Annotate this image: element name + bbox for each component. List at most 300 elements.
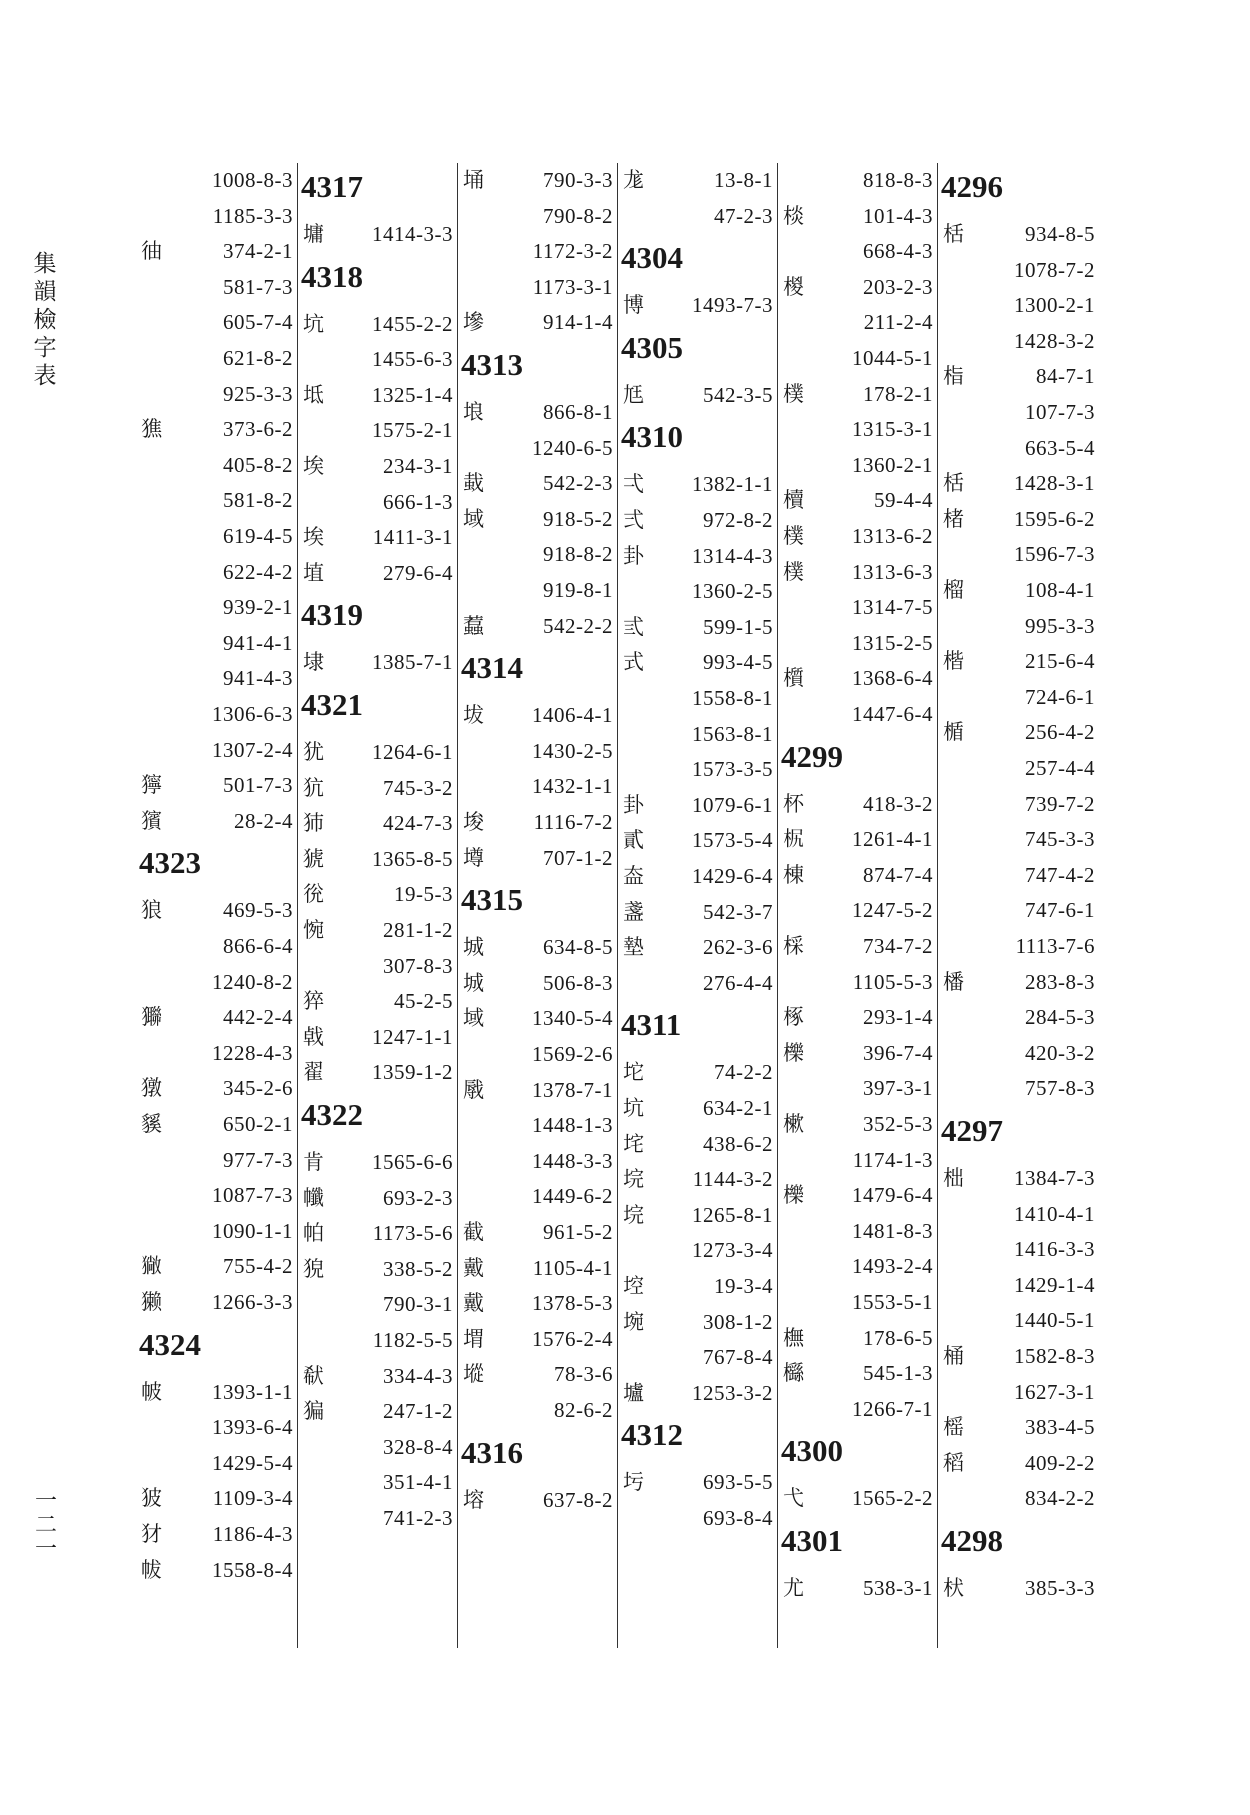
index-entry [299,307,457,341]
entry-reference: 469-5-3 [223,898,293,923]
entry-character: 埦 [623,1309,644,1334]
index-entry [299,1501,457,1535]
entry-reference: 693-5-5 [703,1470,773,1495]
entry-character: 弌 [623,472,644,497]
entry-reference: 1185-3-3 [212,203,293,228]
index-entry [299,1216,457,1250]
section-heading: 4298 [941,1523,1003,1558]
entry-reference: 82-6-2 [554,1398,613,1422]
index-entry [779,590,937,624]
entry-character: 盞 [623,899,644,924]
entry-reference: 993-4-5 [703,650,773,675]
index-entry [299,520,457,554]
entry-reference: 866-8-1 [543,400,613,424]
index-entry [939,1339,1099,1373]
index-entry [619,930,777,964]
index-entry [619,1465,777,1499]
index-entry [299,806,457,840]
entry-character: 楷 [943,649,964,674]
entry-reference: 961-5-2 [543,1220,613,1244]
index-entry [137,697,297,731]
index-entry [939,1161,1099,1195]
entry-character: 稻 [943,1450,964,1475]
entry-character: 帔 [141,1379,162,1404]
index-entry [137,1446,297,1480]
entry-reference: 28-2-4 [234,808,293,833]
section-heading: 4313 [461,347,523,382]
entry-character: 樕 [783,1112,804,1136]
index-entry [939,644,1099,678]
entry-reference: 1582-8-3 [1014,1344,1095,1368]
entry-character: 樸 [783,381,804,406]
entry-character: 猇 [303,846,324,871]
index-entry [779,1321,937,1355]
entry-reference: 1384-7-3 [1014,1166,1095,1190]
entry-reference: 1429-5-4 [212,1450,293,1475]
entry-character: 埃 [303,525,324,550]
index-entry [619,1127,777,1161]
index-column [779,163,937,1648]
entry-reference: 1265-8-1 [692,1202,773,1227]
entry-character: 截 [463,1220,484,1244]
entry-character: 櫝 [783,488,804,513]
entry-character: 坺 [463,703,484,728]
index-entry [619,163,777,197]
index-entry [779,1143,937,1177]
entry-character: 獭 [141,1290,162,1314]
index-entry [779,377,937,411]
index-entry [939,431,1099,465]
entry-character: 坑 [623,1096,644,1120]
index-entry [299,771,457,805]
index-entry [619,681,777,715]
entry-character: 獤 [141,1076,162,1101]
entry-reference: 1558-8-4 [212,1557,293,1582]
entry-reference: 1116-7-2 [533,810,613,834]
entry-reference: 215-6-4 [1025,649,1095,674]
index-entry [459,1393,617,1427]
index-entry [619,966,777,1000]
index-entry [939,502,1099,536]
entry-character: 犺 [303,775,324,800]
entry-character: 㙡 [463,1362,484,1387]
entry-reference: 545-1-3 [863,1361,933,1386]
entry-character: 㺘 [141,417,162,442]
index-entry [779,1481,937,1515]
entry-reference: 442-2-4 [223,1005,293,1030]
index-entry [619,823,777,857]
index-entry [459,966,617,1000]
entry-character: 獱 [141,808,162,833]
index-entry [779,858,937,892]
index-entry [779,1249,937,1283]
entry-reference: 74-2-2 [714,1060,773,1085]
index-entry [459,1483,617,1517]
entry-reference: 1087-7-3 [212,1183,293,1208]
entry-reference: 693-8-4 [703,1506,773,1530]
entry-reference: 1266-3-3 [212,1290,293,1314]
entry-character: 㣞 [303,882,324,907]
index-entry [137,163,297,197]
entry-reference: 1411-3-1 [372,525,453,550]
section-heading: 4299 [781,738,843,774]
index-entry [299,1287,457,1321]
index-entry [939,1303,1099,1337]
running-title: 集韻檢字表 [33,251,57,389]
index-entry [939,1197,1099,1231]
entry-reference: 284-5-3 [1025,1005,1095,1030]
entry-reference: 1365-8-5 [372,846,453,871]
entry-reference: 1240-8-2 [212,969,293,994]
entry-reference: 650-2-1 [223,1112,293,1136]
index-entry [137,1285,297,1319]
section-heading: 4323 [139,845,201,881]
index-entry [137,1517,297,1551]
entry-reference: 866-6-4 [223,934,293,958]
index-entry [459,1073,617,1107]
index-entry [619,1501,777,1535]
section-heading: 4297 [941,1113,1003,1148]
entry-reference: 1382-1-1 [692,472,773,497]
entry-character: 卦 [623,543,644,568]
entry-reference: 405-8-2 [223,452,293,477]
entry-character: 棟 [783,862,804,887]
entry-reference: 19-5-3 [394,882,453,907]
entry-reference: 622-4-2 [223,559,293,584]
entry-reference: 383-4-5 [1025,1415,1095,1440]
entry-reference: 734-7-2 [863,934,933,958]
entry-reference: 385-3-3 [1025,1576,1095,1600]
index-entry [137,1036,297,1070]
index-entry [619,1233,777,1267]
index-entry [779,1356,937,1390]
entry-character: 犲 [141,1522,162,1546]
entry-character: 樸 [783,524,804,548]
entry-character: 埇 [463,168,484,192]
index-entry [779,1107,937,1141]
index-entry [939,1036,1099,1070]
entry-character: 埌 [463,400,484,424]
index-entry [939,822,1099,856]
entry-reference: 1449-6-2 [532,1184,613,1209]
entry-reference: 234-3-1 [383,454,453,478]
entry-character: 栝 [943,222,964,246]
index-entry [459,270,617,304]
index-entry [779,1285,937,1319]
entry-character: 盇 [623,864,644,888]
index-entry [299,1359,457,1393]
entry-character: 櫟 [783,1040,804,1065]
entry-character: 埴 [303,560,324,585]
index-entry [299,556,457,590]
index-column [939,163,1099,1648]
index-entry [939,1410,1099,1444]
entry-reference: 1008-8-3 [212,168,293,192]
entry-reference: 1044-5-1 [852,346,933,370]
section-heading: 4300 [781,1433,843,1469]
entry-reference: 45-2-5 [394,989,453,1014]
entry-reference: 1565-2-2 [852,1486,933,1511]
entry-reference: 619-4-5 [223,524,293,548]
column-rule [297,163,298,1648]
entry-reference: 1078-7-2 [1014,257,1095,282]
entry-reference: 1448-3-3 [532,1148,613,1173]
entry-reference: 1261-4-1 [852,827,933,852]
entry-character: 椓 [783,1005,804,1030]
index-entry [137,590,297,624]
entry-reference: 834-2-2 [1025,1486,1095,1511]
entry-reference: 1576-2-4 [532,1326,613,1351]
index-entry [137,929,297,963]
index-entry [137,1410,297,1444]
entry-reference: 1378-5-3 [532,1291,613,1316]
index-entry [939,253,1099,287]
entry-reference: 1105-4-1 [532,1255,613,1280]
index-entry [939,1446,1099,1480]
entry-reference: 1186-4-3 [212,1522,293,1546]
entry-reference: 1414-3-3 [372,222,453,246]
index-entry [939,787,1099,821]
entry-reference: 1109-3-4 [212,1486,293,1511]
index-entry [779,270,937,304]
index-entry [459,1286,617,1320]
entry-character: 枤 [943,1576,964,1600]
index-entry [299,1252,457,1286]
entry-reference: 1573-3-5 [692,757,773,782]
index-entry [779,448,937,482]
entry-character: 戴 [463,1255,484,1280]
index-entry [779,893,937,927]
index-entry [137,519,297,553]
section-heading: 4315 [461,882,523,918]
index-entry [619,574,777,608]
index-entry [779,1000,937,1034]
entry-reference: 1416-3-3 [1014,1237,1095,1262]
index-entry [459,1037,617,1071]
entry-character: 椶 [783,274,804,299]
index-entry [619,788,777,822]
index-entry [137,483,297,517]
entry-reference: 178-2-1 [863,381,933,406]
entry-reference: 108-4-1 [1025,578,1095,602]
index-entry [459,537,617,571]
index-entry [137,893,297,927]
entry-reference: 745-3-2 [383,775,453,800]
entry-character: 肯 [303,1150,324,1174]
entry-character: 樸 [783,559,804,584]
entry-character: 棪 [783,203,804,228]
index-entry [779,199,937,233]
entry-character: 尪 [623,382,644,407]
entry-character: 猝 [303,989,324,1014]
entry-reference: 542-3-5 [703,382,773,407]
index-entry [779,1571,937,1605]
entry-reference: 396-7-4 [863,1040,933,1065]
entry-reference: 745-3-3 [1025,827,1095,852]
index-entry [299,342,457,376]
index-entry [939,965,1099,999]
index-entry [779,305,937,339]
entry-character: 貳 [623,828,644,853]
entry-reference: 707-1-2 [543,845,613,870]
entry-reference: 374-2-1 [223,239,293,264]
entry-reference: 1325-1-4 [372,382,453,407]
entry-reference: 1340-5-4 [532,1006,613,1031]
entry-character: 戴 [463,1291,484,1316]
entry-reference: 1253-3-2 [692,1380,773,1405]
index-entry [459,573,617,607]
entry-reference: 605-7-4 [223,310,293,335]
entry-reference: 1360-2-1 [852,452,933,477]
index-entry [619,1269,777,1303]
index-entry [299,1055,457,1089]
entry-reference: 307-8-3 [383,953,453,978]
index-entry [939,1071,1099,1105]
entry-reference: 757-8-3 [1025,1076,1095,1101]
section-heading: 4314 [461,650,523,686]
index-entry [939,715,1099,749]
index-entry [779,412,937,446]
entry-reference: 919-8-1 [543,578,613,602]
index-entry [939,573,1099,607]
index-entry [137,555,297,589]
index-entry [459,805,617,839]
entry-reference: 542-2-2 [543,613,613,638]
index-entry [137,1107,297,1141]
index-entry [939,929,1099,963]
entry-reference: 409-2-2 [1025,1450,1095,1475]
index-entry [137,305,297,339]
index-entry [459,1357,617,1391]
entry-reference: 1410-4-1 [1014,1201,1095,1226]
index-entry [459,698,617,732]
index-entry [137,199,297,233]
entry-reference: 1627-3-1 [1014,1379,1095,1404]
index-entry [299,1465,457,1499]
entry-reference: 279-6-4 [383,560,453,585]
page-number: 一二一 [34,1489,57,1562]
entry-character: 坨 [623,1060,644,1085]
index-entry [459,1144,617,1178]
index-entry [299,1323,457,1357]
entry-character: 㹷 [303,1363,324,1388]
entry-reference: 1447-6-4 [852,702,933,726]
entry-reference: 666-1-3 [383,489,453,514]
entry-character: 楯 [943,720,964,745]
entry-reference: 741-2-3 [383,1506,453,1530]
index-entry [779,626,937,660]
index-entry [779,163,937,197]
entry-reference: 334-4-3 [383,1363,453,1388]
entry-reference: 1393-6-4 [212,1415,293,1440]
entry-reference: 352-5-3 [863,1112,933,1136]
index-entry [939,1000,1099,1034]
section-heading: 4318 [301,258,363,294]
index-entry [939,537,1099,571]
index-entry [299,949,457,983]
entry-reference: 941-4-3 [223,666,293,691]
entry-character: 𤢄 [141,1254,162,1279]
entry-reference: 1313-6-3 [852,559,933,584]
entry-character: 楮 [943,506,964,531]
entry-character: 式 [623,650,644,675]
entry-reference: 581-7-3 [223,274,293,299]
entry-character: 塎 [463,1487,484,1512]
entry-character: 㦸 [303,1024,324,1049]
entry-reference: 1182-5-5 [372,1328,453,1352]
entry-reference: 724-6-1 [1025,684,1095,709]
entry-character: 櫾 [783,1361,804,1386]
entry-reference: 918-8-2 [543,542,613,567]
entry-reference: 1314-7-5 [852,595,933,620]
index-entry [137,1071,297,1105]
entry-reference: 1307-2-4 [212,737,293,762]
index-entry [939,1375,1099,1409]
entry-character: 卦 [623,792,644,817]
entry-reference: 1378-7-1 [532,1077,613,1102]
index-entry [619,288,777,322]
index-entry [779,1071,937,1105]
entry-character: 翟 [303,1060,324,1085]
entry-reference: 977-7-3 [223,1147,293,1172]
entry-reference: 747-4-2 [1025,862,1095,887]
index-entry [619,859,777,893]
entry-character: 墉 [303,222,324,246]
entry-character: 埭 [303,650,324,675]
index-entry [619,1305,777,1339]
index-entry [137,1143,297,1177]
entry-reference: 1300-2-1 [1014,293,1095,318]
index-entry [299,1181,457,1215]
entry-reference: 538-3-1 [863,1576,933,1600]
section-heading: 4322 [301,1097,363,1132]
index-entry [939,609,1099,643]
entry-character: 埃 [303,454,324,478]
entry-character: 墊 [623,935,644,960]
index-entry [137,1375,297,1409]
entry-character: 榣 [943,1415,964,1440]
index-entry [459,734,617,768]
entry-reference: 934-8-5 [1025,222,1095,246]
entry-reference: 1172-3-2 [532,239,613,264]
entry-reference: 1428-3-2 [1014,328,1095,353]
entry-reference: 1481-8-3 [852,1218,933,1243]
index-entry [619,199,777,233]
entry-reference: 790-8-2 [543,203,613,228]
entry-character: 城 [463,935,484,960]
entry-reference: 1314-4-3 [692,543,773,568]
index-entry [779,341,937,375]
entry-reference: 1247-1-1 [372,1024,453,1049]
section-heading: 4317 [301,169,363,204]
entry-character: 弎 [623,614,644,639]
entry-reference: 438-6-2 [703,1131,773,1156]
index-entry [619,645,777,679]
index-entry [939,324,1099,358]
index-entry [137,341,297,375]
entry-reference: 281-1-2 [383,918,453,942]
index-entry [459,1215,617,1249]
entry-reference: 1448-1-3 [532,1113,613,1138]
index-entry [137,1553,297,1587]
entry-reference: 1479-6-4 [852,1183,933,1208]
entry-reference: 13-8-1 [714,168,773,192]
entry-reference: 914-1-4 [543,310,613,335]
index-entry [137,1000,297,1034]
index-entry [619,378,777,412]
entry-reference: 1079-6-1 [692,792,773,817]
entry-reference: 84-7-1 [1036,364,1095,389]
